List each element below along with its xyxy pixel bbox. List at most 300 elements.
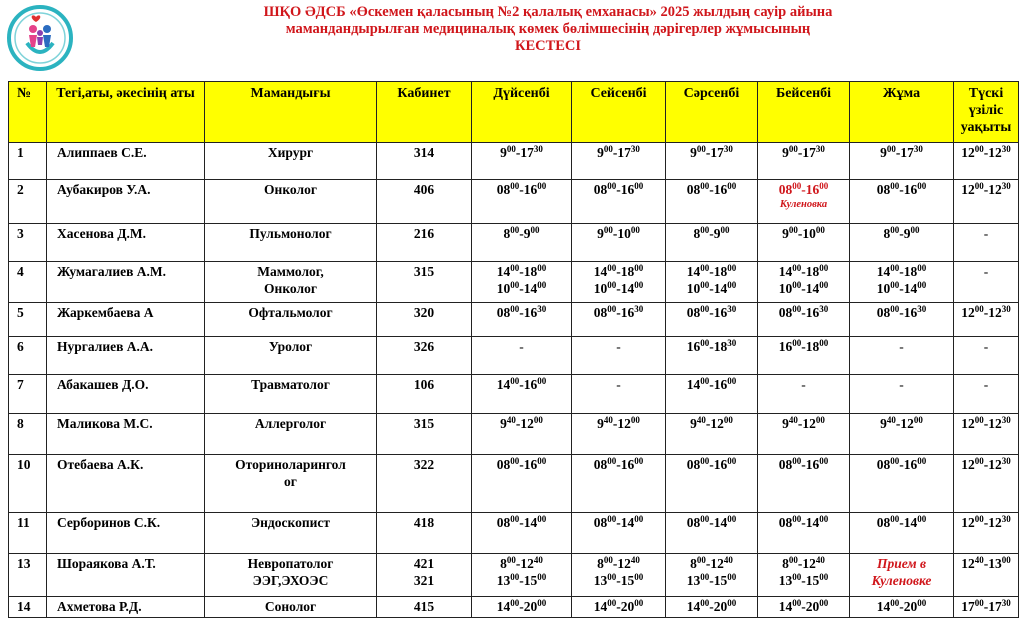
row-number: 11 [9, 513, 47, 554]
title-line-3: КЕСТЕСІ [514, 38, 582, 54]
cabinet-number: 322 [413, 457, 435, 472]
hours-wednesday [666, 337, 758, 375]
lunch-break [954, 455, 1019, 513]
hours-friday [850, 180, 954, 224]
time-range: $13^{00}-15^{00}$ [496, 572, 547, 588]
minutes: 00 [634, 572, 644, 582]
title-line-2: мамандандырылған медициналық көмек бөлімшесінің дәрігерлер жұмысының [285, 21, 811, 37]
hours-tuesday: - [572, 337, 666, 375]
hours-monday [472, 513, 572, 554]
time-range: $10^{00}-14^{00}$ [778, 280, 829, 296]
specialty-line: Невропатолог [247, 556, 334, 571]
table-row [9, 224, 1019, 262]
time-range: $14^{00}-18^{00}$ [593, 263, 644, 279]
minutes: 00 [510, 280, 520, 290]
minutes: 00 [607, 456, 617, 466]
minutes: 00 [506, 555, 516, 565]
time-range: $10^{00}-14^{00}$ [876, 280, 927, 296]
specialty-line: Эндоскопист [250, 515, 331, 530]
row-number: 14 [9, 597, 47, 618]
specialty [205, 414, 377, 455]
row-number: 10 [9, 455, 47, 513]
minutes: 00 [510, 376, 520, 386]
row-number: 3 [9, 224, 47, 262]
minutes: 40 [974, 555, 984, 565]
minutes: 00 [700, 304, 710, 314]
minutes: 00 [634, 598, 644, 608]
minutes: 00 [792, 456, 802, 466]
hours-tuesday [572, 597, 666, 618]
time-range: $8^{00}-9^{00}$ [503, 225, 540, 241]
col-lunch-break: Түскі үзіліс уақыты [954, 82, 1019, 143]
time-range: $08^{00}-16^{30}$ [778, 304, 829, 320]
lunch-break: - [954, 224, 1019, 262]
time-range: $9^{00}-17^{30}$ [782, 144, 825, 160]
minutes: 00 [819, 572, 829, 582]
minutes: 00 [974, 181, 984, 191]
time-range: $13^{00}-15^{00}$ [686, 572, 737, 588]
header-row [9, 82, 1019, 143]
time-range: $9^{40}-12^{00}$ [500, 415, 543, 431]
hours-wednesday [666, 143, 758, 180]
minutes: 00 [727, 514, 737, 524]
lunch-time: $12^{00}-12^{30}$ [961, 415, 1011, 431]
doctor-name: Алиппаев С.Е. [47, 143, 205, 180]
hours-friday [850, 554, 954, 597]
cabinet [377, 554, 472, 597]
minutes: 00 [974, 304, 984, 314]
time-range: $08^{00}-16^{30}$ [876, 304, 927, 320]
hours-thursday [758, 262, 850, 303]
time-range: $14^{00}-18^{00}$ [778, 263, 829, 279]
cabinet [377, 224, 472, 262]
hours-monday [472, 180, 572, 224]
minutes: 00 [1001, 555, 1011, 565]
minutes: 40 [630, 555, 640, 565]
time-range: $08^{00}-16^{30}$ [593, 304, 644, 320]
hours-thursday [758, 414, 850, 455]
table-row [9, 337, 1019, 375]
col-number: № [9, 82, 47, 143]
time-range: $08^{00}-16^{00}$ [593, 181, 644, 197]
hours-friday [850, 455, 954, 513]
row-number: 7 [9, 375, 47, 414]
time-range: $9^{40}-12^{00}$ [782, 415, 825, 431]
hours-friday [850, 143, 954, 180]
minutes: 00 [603, 225, 613, 235]
specialty [205, 375, 377, 414]
cabinet-number: 418 [413, 515, 435, 530]
time-range: $14^{00}-16^{00}$ [686, 376, 737, 392]
time-range: $8^{00}-12^{40}$ [500, 555, 543, 571]
hours-friday: - [850, 375, 954, 414]
minutes: 00 [720, 225, 730, 235]
time-range: $14^{00}-20^{00}$ [778, 598, 829, 614]
hours-friday [850, 262, 954, 303]
minutes: 40 [603, 415, 613, 425]
minutes: 00 [890, 280, 900, 290]
table-row [9, 455, 1019, 513]
time-range: $08^{00}-16^{30}$ [496, 304, 547, 320]
minutes: 00 [510, 456, 520, 466]
hours-tuesday [572, 262, 666, 303]
minutes: 30 [1001, 456, 1011, 466]
lunch-time: $12^{40}-13^{00}$ [961, 555, 1011, 571]
specialty-line: Оториноларингол [235, 457, 346, 472]
col-tuesday: Сейсенбі [572, 82, 666, 143]
specialty [205, 513, 377, 554]
minutes: 00 [700, 514, 710, 524]
time-range: $08^{00}-16^{00}$ [496, 456, 547, 472]
cabinet [377, 337, 472, 375]
minutes: 00 [727, 181, 737, 191]
minutes: 00 [974, 144, 984, 154]
cabinet-number: 315 [413, 264, 435, 279]
minutes: 40 [886, 415, 896, 425]
time-range: $08^{00}-16^{00}$ [778, 181, 829, 197]
table-row [9, 262, 1019, 303]
cabinet [377, 597, 472, 618]
lunch-break: - [954, 262, 1019, 303]
specialty [205, 554, 377, 597]
time-range: $8^{00}-12^{40}$ [597, 555, 640, 571]
doctor-name: Аубакиров У.А. [47, 180, 205, 224]
minutes: 00 [815, 415, 825, 425]
specialty-line: Хирург [267, 145, 314, 160]
minutes: 00 [819, 598, 829, 608]
minutes: 00 [510, 598, 520, 608]
hours-thursday [758, 554, 850, 597]
cabinet-number: 326 [413, 339, 435, 354]
hours-monday [472, 375, 572, 414]
minutes: 00 [890, 456, 900, 466]
minutes: 00 [890, 514, 900, 524]
specialty [205, 143, 377, 180]
lunch-break [954, 554, 1019, 597]
specialty-line: Уролог [268, 339, 313, 354]
specialty-line: Травматолог [251, 377, 330, 392]
minutes: 00 [700, 280, 710, 290]
cabinet-number: 415 [413, 599, 435, 614]
minutes: 00 [917, 280, 927, 290]
hours-friday [850, 597, 954, 618]
time-range: $08^{00}-16^{00}$ [876, 456, 927, 472]
hours-tuesday [572, 554, 666, 597]
time-range: $08^{00}-16^{00}$ [778, 456, 829, 472]
row-number: 8 [9, 414, 47, 455]
minutes: 00 [537, 376, 547, 386]
hours-monday [472, 224, 572, 262]
hours-monday [472, 303, 572, 337]
minutes: 00 [792, 514, 802, 524]
cabinet [377, 414, 472, 455]
cabinet [377, 180, 472, 224]
minutes: 00 [510, 514, 520, 524]
minutes: 00 [788, 144, 798, 154]
time-range: $08^{00}-14^{00}$ [686, 514, 737, 530]
hours-wednesday [666, 414, 758, 455]
minutes: 00 [974, 456, 984, 466]
minutes: 30 [1001, 144, 1011, 154]
col-specialty: Мамандығы [205, 82, 377, 143]
doctor-name: Абакашев Д.О. [47, 375, 205, 414]
minutes: 00 [700, 598, 710, 608]
cabinet-number: 216 [413, 226, 435, 241]
hours-wednesday [666, 513, 758, 554]
lunch-break: - [954, 337, 1019, 375]
hours-friday [850, 414, 954, 455]
hours-thursday [758, 224, 850, 262]
minutes: 00 [607, 514, 617, 524]
doctor-name: Нургалиев А.А. [47, 337, 205, 375]
col-name: Тегі,аты, әкесінің аты [47, 82, 205, 143]
minutes: 00 [727, 376, 737, 386]
doctor-name: Хасенова Д.М. [47, 224, 205, 262]
hours-monday [472, 414, 572, 455]
lunch-time: $12^{00}-12^{30}$ [961, 514, 1011, 530]
hours-tuesday: - [572, 375, 666, 414]
minutes: 00 [727, 280, 737, 290]
minutes: 00 [537, 514, 547, 524]
cabinet-number: 320 [413, 305, 435, 320]
hours-wednesday [666, 262, 758, 303]
time-range: $8^{00}-9^{00}$ [693, 225, 730, 241]
minutes: 00 [700, 263, 710, 273]
time-range: $14^{00}-18^{00}$ [496, 263, 547, 279]
doctor-name: Шораякова А.Т. [47, 554, 205, 597]
time-range: $9^{40}-12^{00}$ [880, 415, 923, 431]
minutes: 00 [819, 514, 829, 524]
minutes: 00 [510, 304, 520, 314]
minutes: 30 [917, 304, 927, 314]
minutes: 00 [974, 415, 984, 425]
doctor-name: Отебаева А.К. [47, 455, 205, 513]
friday-note: Прием в [876, 556, 927, 571]
minutes: 30 [727, 338, 737, 348]
hours-wednesday [666, 375, 758, 414]
minutes: 00 [792, 263, 802, 273]
minutes: 00 [696, 144, 706, 154]
hours-wednesday [666, 455, 758, 513]
lunch-break [954, 597, 1019, 618]
minutes: 00 [913, 415, 923, 425]
title-line-1: ШҚО ӘДСБ «Өскемен қаласының №2 қалалық емханасы» 2025 жылдың сауір айына [263, 4, 833, 20]
minutes: 00 [510, 181, 520, 191]
hours-thursday [758, 455, 850, 513]
lunch-time: $17^{00}-17^{30}$ [961, 598, 1011, 614]
time-range: $14^{00}-16^{00}$ [496, 376, 547, 392]
minutes: 00 [890, 598, 900, 608]
minutes: 00 [974, 598, 984, 608]
row-number: 6 [9, 337, 47, 375]
cabinet-number: 406 [413, 182, 435, 197]
time-range: $10^{00}-14^{00}$ [686, 280, 737, 296]
minutes: 00 [533, 415, 543, 425]
minutes: 00 [792, 598, 802, 608]
cabinet-number: 106 [413, 377, 435, 392]
hours-tuesday [572, 303, 666, 337]
minutes: 00 [700, 572, 710, 582]
minutes: 00 [634, 514, 644, 524]
time-range: $9^{00}-10^{00}$ [597, 225, 640, 241]
hours-monday [472, 262, 572, 303]
minutes: 00 [510, 263, 520, 273]
minutes: 00 [537, 456, 547, 466]
time-range: $9^{00}-17^{30}$ [880, 144, 923, 160]
cabinet [377, 262, 472, 303]
table-row [9, 143, 1019, 180]
thursday-note: Куленовка [779, 199, 828, 210]
minutes: 00 [634, 263, 644, 273]
minutes: 00 [607, 280, 617, 290]
row-number: 5 [9, 303, 47, 337]
minutes: 40 [533, 555, 543, 565]
minutes: 00 [607, 263, 617, 273]
specialty-line: Офтальмолог [248, 305, 333, 320]
lunch-break [954, 513, 1019, 554]
minutes: 00 [530, 225, 540, 235]
hours-thursday [758, 143, 850, 180]
hours-monday [472, 455, 572, 513]
time-range: $08^{00}-14^{00}$ [593, 514, 644, 530]
minutes: 30 [819, 304, 829, 314]
time-range: $08^{00}-16^{00}$ [496, 181, 547, 197]
minutes: 00 [510, 572, 520, 582]
hours-thursday [758, 513, 850, 554]
hours-friday: - [850, 337, 954, 375]
minutes: 30 [815, 144, 825, 154]
minutes: 00 [886, 144, 896, 154]
time-range: $14^{00}-18^{00}$ [876, 263, 927, 279]
minutes: 00 [917, 263, 927, 273]
row-number: 1 [9, 143, 47, 180]
schedule-table [8, 81, 1019, 618]
time-range: $16^{00}-18^{30}$ [686, 338, 737, 354]
specialty-line: Сонолог [264, 599, 317, 614]
hours-tuesday [572, 224, 666, 262]
hours-wednesday [666, 597, 758, 618]
time-range: $10^{00}-14^{00}$ [593, 280, 644, 296]
document-title [88, 4, 1008, 55]
specialty [205, 303, 377, 337]
minutes: 00 [792, 304, 802, 314]
specialty [205, 262, 377, 303]
minutes: 00 [819, 338, 829, 348]
time-range: $13^{00}-15^{00}$ [778, 572, 829, 588]
time-range: $08^{00}-16^{00}$ [686, 456, 737, 472]
minutes: 00 [819, 456, 829, 466]
specialty-line: Аллерголог [254, 416, 327, 431]
doctor-name: Серборинов С.К. [47, 513, 205, 554]
specialty-line: Маммолог, [257, 264, 324, 279]
minutes: 00 [727, 572, 737, 582]
lunch-time: $12^{00}-12^{30}$ [961, 304, 1011, 320]
minutes: 40 [506, 415, 516, 425]
doctor-name: Маликова М.С. [47, 414, 205, 455]
col-monday: Дүйсенбі [472, 82, 572, 143]
lunch-time: $12^{00}-12^{30}$ [961, 456, 1011, 472]
hours-wednesday [666, 303, 758, 337]
hours-monday [472, 554, 572, 597]
minutes: 00 [792, 572, 802, 582]
minutes: 00 [537, 263, 547, 273]
minutes: 00 [630, 415, 640, 425]
specialty [205, 597, 377, 618]
minutes: 00 [607, 304, 617, 314]
table-row [9, 414, 1019, 455]
minutes: 30 [1001, 304, 1011, 314]
minutes: 00 [696, 555, 706, 565]
table-row [9, 303, 1019, 337]
lunch-break [954, 414, 1019, 455]
cabinet [377, 303, 472, 337]
hours-thursday [758, 303, 850, 337]
time-range: $13^{00}-15^{00}$ [593, 572, 644, 588]
minutes: 00 [917, 514, 927, 524]
time-range: $8^{00}-12^{40}$ [782, 555, 825, 571]
time-range: $8^{00}-9^{00}$ [883, 225, 920, 241]
hours-friday [850, 513, 954, 554]
minutes: 00 [890, 225, 900, 235]
minutes: 00 [917, 456, 927, 466]
col-wednesday: Сәрсенбі [666, 82, 758, 143]
cabinet [377, 455, 472, 513]
minutes: 30 [723, 144, 733, 154]
minutes: 00 [607, 181, 617, 191]
minutes: 30 [533, 144, 543, 154]
col-friday: Жұма [850, 82, 954, 143]
cabinet-number: 321 [413, 573, 435, 588]
doctor-name: Жумагалиев А.М. [47, 262, 205, 303]
lunch-break [954, 143, 1019, 180]
row-number: 4 [9, 262, 47, 303]
minutes: 00 [603, 555, 613, 565]
minutes: 00 [634, 280, 644, 290]
clinic-logo [7, 5, 73, 71]
minutes: 00 [634, 181, 644, 191]
minutes: 30 [727, 304, 737, 314]
lunch-time: $12^{00}-12^{30}$ [961, 144, 1011, 160]
minutes: 00 [700, 181, 710, 191]
table-row [9, 554, 1019, 597]
minutes: 00 [723, 415, 733, 425]
row-number: 2 [9, 180, 47, 224]
table-row [9, 375, 1019, 414]
minutes: 00 [537, 181, 547, 191]
minutes: 00 [700, 338, 710, 348]
specialty [205, 224, 377, 262]
time-range: $08^{00}-14^{00}$ [876, 514, 927, 530]
hours-tuesday [572, 455, 666, 513]
time-range: $08^{00}-16^{00}$ [593, 456, 644, 472]
cabinet [377, 375, 472, 414]
time-range: $8^{00}-12^{40}$ [690, 555, 733, 571]
hours-thursday [758, 337, 850, 375]
minutes: 00 [727, 456, 737, 466]
minutes: 00 [700, 225, 710, 235]
time-range: $08^{00}-16^{00}$ [876, 181, 927, 197]
minutes: 00 [890, 181, 900, 191]
time-range: $9^{00}-17^{30}$ [500, 144, 543, 160]
hours-friday [850, 224, 954, 262]
specialty-line: Онколог [264, 281, 317, 296]
minutes: 00 [634, 456, 644, 466]
hours-tuesday [572, 414, 666, 455]
minutes: 40 [815, 555, 825, 565]
minutes: 00 [630, 225, 640, 235]
minutes: 00 [890, 304, 900, 314]
minutes: 00 [510, 225, 520, 235]
